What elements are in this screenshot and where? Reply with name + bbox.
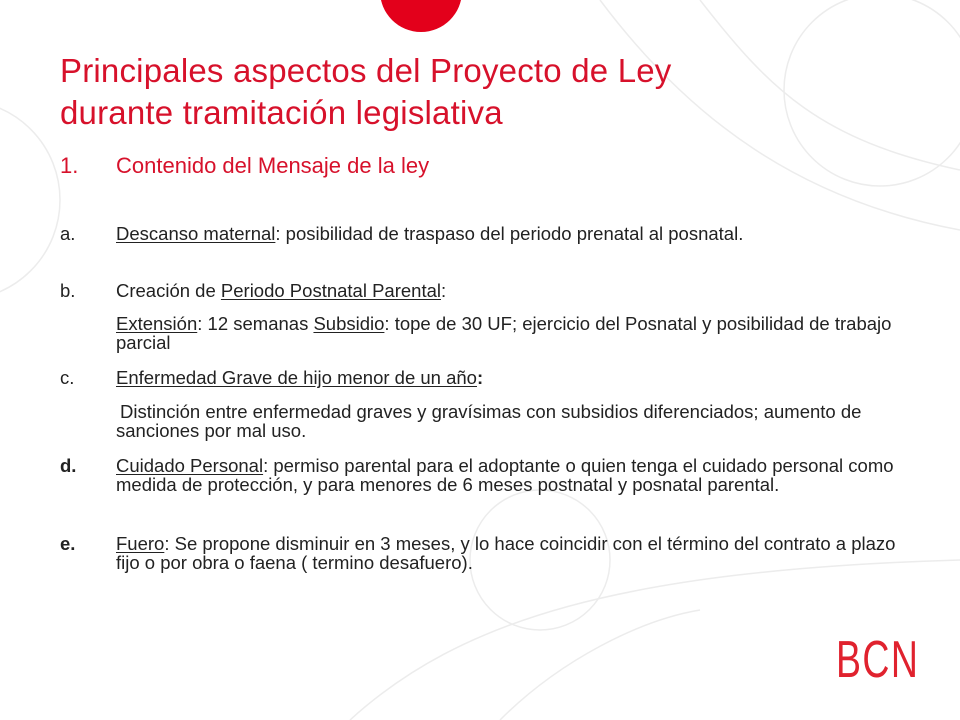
title-line-1: Principales aspectos del Proyecto de Ley bbox=[60, 52, 672, 89]
item-term-extension: Extensión bbox=[116, 313, 198, 334]
list-item-d bbox=[60, 456, 900, 494]
list-item-b bbox=[60, 281, 900, 300]
item-term: Descanso maternal bbox=[116, 223, 276, 244]
list-item-b-detail bbox=[60, 314, 900, 352]
item-text-before: Creación de bbox=[116, 280, 221, 301]
title-line-2: durante tramitación legislativa bbox=[60, 94, 503, 131]
list-item-c-detail bbox=[60, 402, 900, 440]
item-text: Distinción entre enfermedad graves y gravísimas con subsidios diferenciados; aumento de sanciones por mal uso. bbox=[116, 401, 862, 441]
item-term: Cuidado Personal bbox=[116, 455, 264, 476]
list-item-c bbox=[60, 368, 900, 387]
item-marker: a. bbox=[60, 223, 76, 244]
item-text-after: : bbox=[441, 280, 447, 301]
item-text: : posibilidad de traspaso del periodo prenatal al posnatal. bbox=[275, 223, 744, 244]
list-item-a bbox=[60, 224, 900, 243]
item-marker: e. bbox=[60, 533, 76, 554]
section-number: 1. bbox=[60, 153, 79, 178]
slide-title bbox=[60, 50, 920, 134]
item-text: : Se propone disminuir en 3 meses, y lo hace coincidir con el término del contrato a plazo fijo o por obra o faena ( termino desafuero). bbox=[116, 533, 896, 573]
item-marker: d. bbox=[60, 455, 77, 476]
item-term: Enfermedad Grave de hijo menor de un año bbox=[116, 367, 477, 388]
item-term-subsidy: Subsidio bbox=[313, 313, 385, 334]
item-text-2: : tope de 30 UF; ejercicio del Posnatal y posibilidad de trabajo parcial bbox=[116, 313, 892, 353]
item-text: : bbox=[476, 367, 484, 388]
section-label: Contenido del Mensaje de la ley bbox=[116, 153, 430, 178]
item-marker: b. bbox=[60, 280, 76, 301]
bcn-logo: BCN bbox=[836, 631, 920, 689]
item-term: Fuero bbox=[116, 533, 165, 554]
item-text: : permiso parental para el adoptante o quien tenga el cuidado personal como medida de protección, y para menores de 6 meses postnatal y posnatal parental. bbox=[116, 455, 894, 495]
item-marker: c. bbox=[60, 367, 75, 388]
list-item-e bbox=[60, 534, 900, 572]
item-term: Periodo Postnatal Parental bbox=[220, 280, 441, 301]
section-heading bbox=[60, 152, 429, 180]
item-text-1: : 12 semanas bbox=[197, 313, 314, 334]
